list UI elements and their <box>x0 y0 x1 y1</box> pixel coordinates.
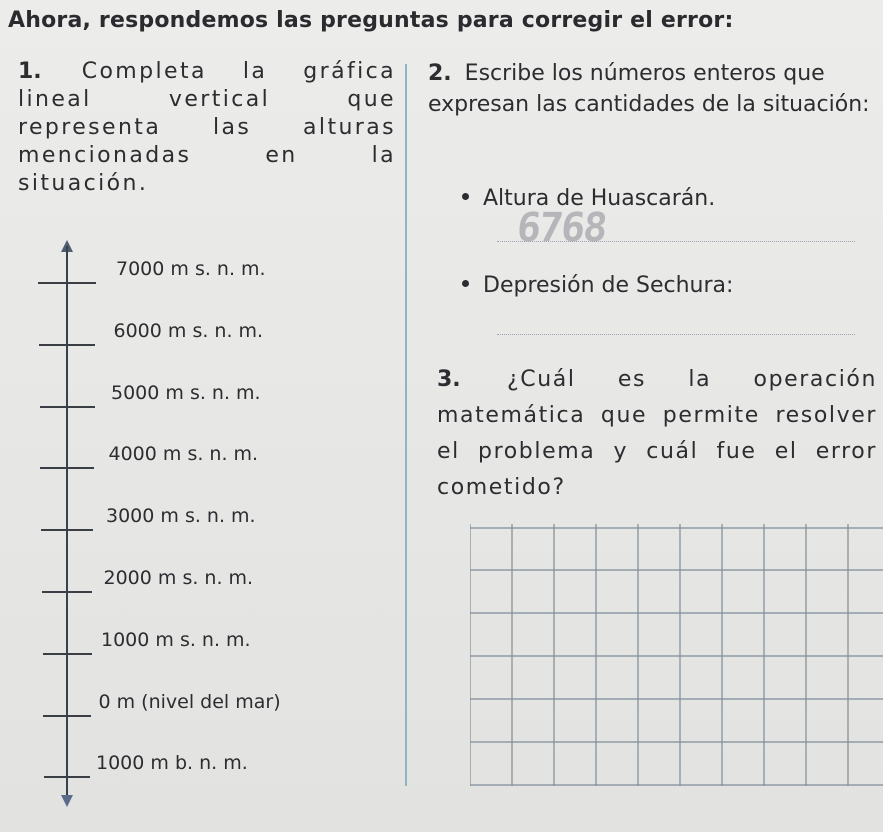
axis-tick <box>39 344 96 346</box>
question-1-text: Completa la gráfica lineal vertical que representa las alturas mencionadas en la situación. <box>18 59 396 196</box>
question-2-item-sechura <box>462 273 733 298</box>
answer-line-sechura[interactable] <box>497 334 855 336</box>
question-3-text: ¿Cuál es la operación matemática que permite resolver el problema y cuál fue el error cometido? <box>437 367 878 500</box>
axis-tick-label: 0 m (nivel del mar) <box>98 691 281 713</box>
question-1 <box>18 58 396 198</box>
axis-tick-label: 5000 m s. n. m. <box>111 382 261 404</box>
question-1-number: 1. <box>18 59 42 84</box>
axis-tick <box>44 776 90 778</box>
axis-tick <box>42 591 93 593</box>
column-divider <box>405 64 407 786</box>
axis-tick <box>41 529 93 531</box>
axis-arrow-down-icon <box>61 795 73 807</box>
axis-tick-label: 3000 m s. n. m. <box>106 505 256 527</box>
axis-tick-label: 1000 m s. n. m. <box>101 629 251 651</box>
bullet-icon <box>462 193 469 200</box>
axis-tick <box>43 715 91 717</box>
question-2-number: 2. <box>428 61 452 86</box>
axis-tick <box>40 467 94 469</box>
handwritten-answer-huascaran: 6768 <box>514 205 608 251</box>
axis-tick-label: 1000 m b. n. m. <box>96 752 248 774</box>
answer-grid[interactable] <box>470 520 883 788</box>
axis-tick-label: 2000 m s. n. m. <box>103 567 254 589</box>
question-3 <box>437 362 877 506</box>
page-heading: Ahora, respondemos las preguntas para corregir el error: <box>8 8 734 33</box>
question-3-number: 3. <box>437 367 461 392</box>
vertical-number-line <box>66 246 68 796</box>
question-2 <box>428 58 878 120</box>
answer-line-huascaran[interactable] <box>497 241 855 243</box>
axis-tick <box>40 406 95 408</box>
axis-tick-label: 7000 m s. n. m. <box>116 258 266 280</box>
item-label-sechura: Depresión de Sechura: <box>483 273 734 298</box>
axis-tick-label: 6000 m s. n. m. <box>113 320 264 342</box>
axis-tick-label: 4000 m s. n. m. <box>108 443 259 465</box>
axis-tick <box>43 653 92 655</box>
question-2-text: Escribe los números enteros que expresan las cantidades de la situación: <box>428 61 870 117</box>
bullet-icon <box>462 280 469 287</box>
axis-tick <box>38 282 96 284</box>
item-label-huascaran: Altura de Huascarán. <box>483 186 716 211</box>
